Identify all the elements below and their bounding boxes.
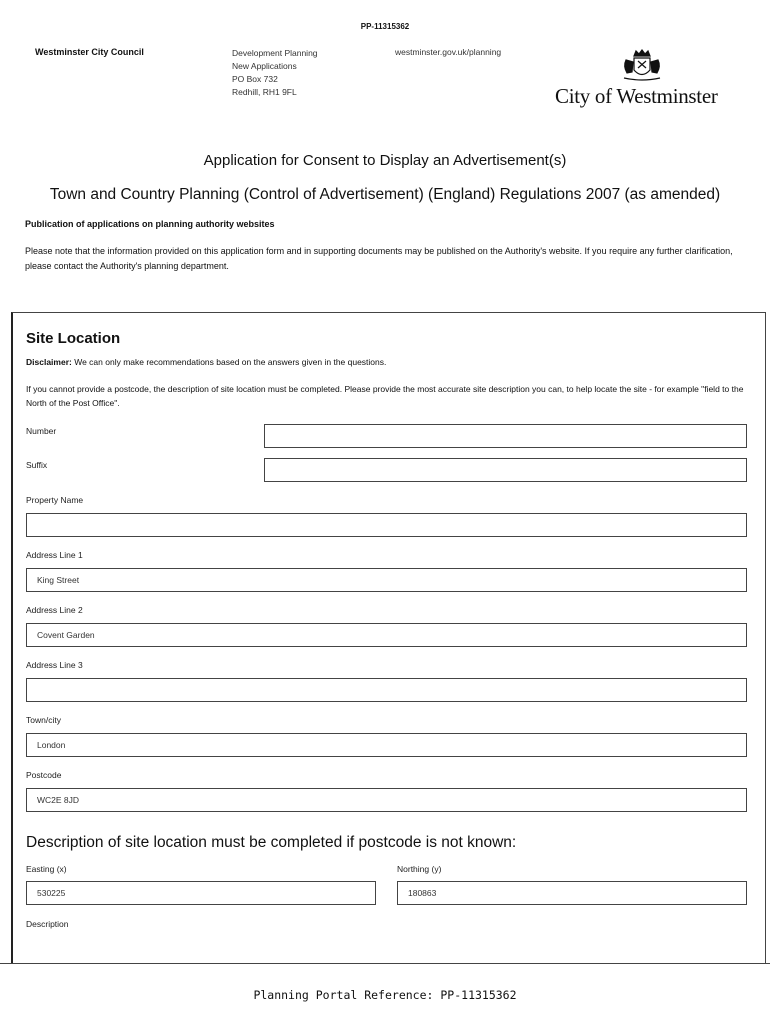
disclaimer-label: Disclaimer: bbox=[26, 357, 72, 367]
address-line: Development Planning bbox=[232, 48, 318, 58]
council-website: westminster.gov.uk/planning bbox=[395, 47, 502, 57]
number-label: Number bbox=[26, 426, 57, 436]
site-location-info: If you cannot provide a postcode, the description of site location must be completed. Please provide the most accurate site description you can, to help locate the site - for example "field to the North of the Post Office". bbox=[26, 384, 744, 408]
description-label: Description bbox=[26, 919, 69, 929]
address-line-1-field[interactable]: King Street bbox=[26, 568, 747, 592]
address-line: Redhill, RH1 9FL bbox=[232, 87, 297, 97]
site-location-section bbox=[11, 312, 766, 963]
westminster-crest-logo bbox=[620, 48, 664, 82]
footer-reference: Planning Portal Reference: PP-11315362 bbox=[253, 988, 517, 1002]
disclaimer bbox=[26, 357, 386, 367]
address-line: New Applications bbox=[232, 61, 297, 71]
easting-label: Easting (x) bbox=[26, 864, 67, 874]
property-name-label: Property Name bbox=[26, 495, 84, 505]
publication-heading: Publication of applications on planning authority websites bbox=[25, 219, 275, 229]
address-line-2-field[interactable]: Covent Garden bbox=[26, 623, 747, 647]
property-name-field[interactable] bbox=[26, 513, 747, 537]
city-of-westminster-logo-text: City of Westminster bbox=[555, 84, 718, 108]
address-line-3-label: Address Line 3 bbox=[26, 660, 83, 670]
address-line-1-label: Address Line 1 bbox=[26, 550, 83, 560]
easting-field[interactable]: 530225 bbox=[26, 881, 376, 905]
address-line-3-field[interactable] bbox=[26, 678, 747, 702]
reference-number: PP-11315362 bbox=[360, 22, 410, 31]
postcode-field[interactable]: WC2E 8JD bbox=[26, 788, 747, 812]
town-city-label: Town/city bbox=[26, 715, 61, 725]
number-field[interactable] bbox=[264, 424, 747, 448]
page-divider bbox=[0, 963, 770, 964]
description-requirement-heading: Description of site location must be completed if postcode is not known: bbox=[26, 834, 517, 851]
northing-label: Northing (y) bbox=[397, 864, 442, 874]
council-address bbox=[232, 47, 318, 99]
form-title: Application for Consent to Display an Advertisement(s) bbox=[203, 152, 567, 169]
regulation-title: Town and Country Planning (Control of Advertisement) (England) Regulations 2007 (as amended) bbox=[49, 186, 721, 203]
address-line: PO Box 732 bbox=[232, 74, 278, 84]
postcode-label: Postcode bbox=[26, 770, 62, 780]
section-title: Site Location bbox=[26, 330, 121, 347]
suffix-label: Suffix bbox=[26, 460, 48, 470]
publication-text: Please note that the information provided on this application form and in supporting documents may be published on the Authority's website. If you require any further clarification, please contact the Authority's planning department. bbox=[25, 246, 733, 271]
town-city-field[interactable]: London bbox=[26, 733, 747, 757]
disclaimer-text: We can only make recommendations based on the answers given in the questions. bbox=[74, 357, 387, 367]
northing-field[interactable]: 180863 bbox=[397, 881, 747, 905]
council-name: Westminster City Council bbox=[35, 47, 144, 57]
address-line-2-label: Address Line 2 bbox=[26, 605, 83, 615]
suffix-field[interactable] bbox=[264, 458, 747, 482]
